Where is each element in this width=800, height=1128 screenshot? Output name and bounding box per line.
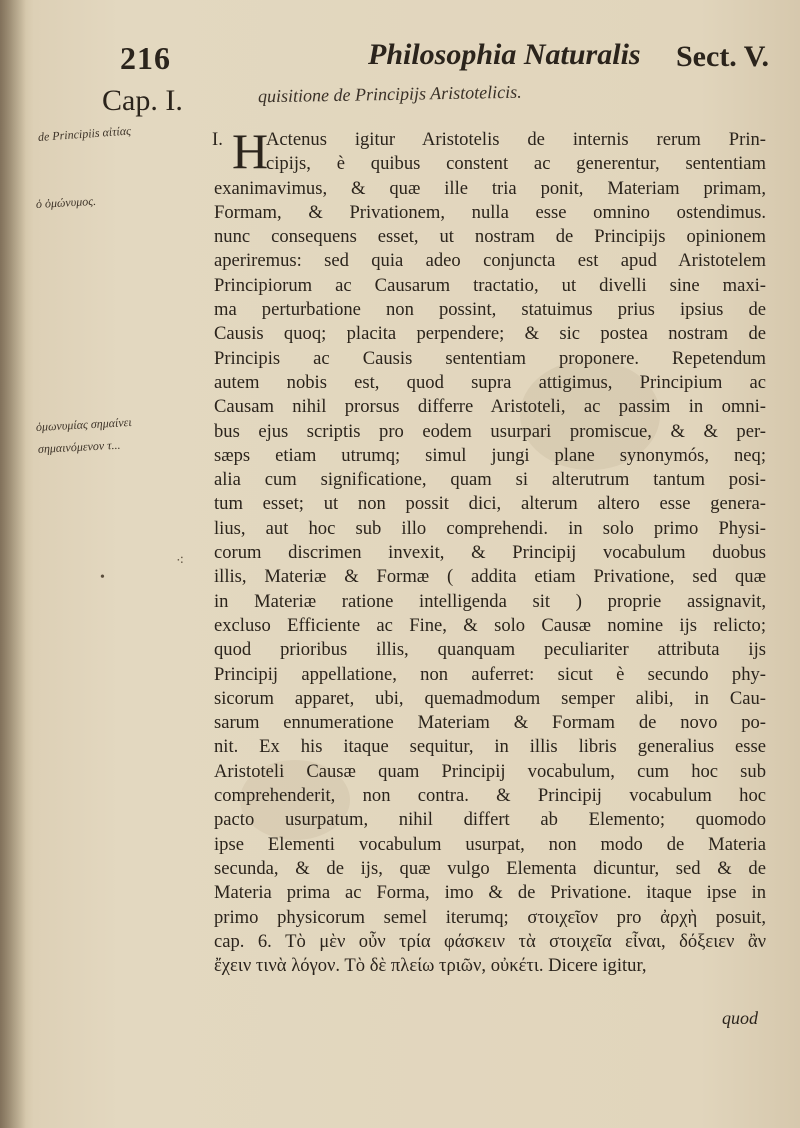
text-line: sæps etiam utrumq; simul jungi plane synonymós, neq; <box>214 444 766 466</box>
text-line: primo physicorum semel iterumq; στοιχεῖον pro ἀρχὴ posuit, <box>214 906 766 928</box>
text-line: ipse Elementi vocabulum usurpat, non modo de Materia <box>214 833 766 855</box>
body-text <box>214 123 766 978</box>
text-line: autem nobis est, quod supra attigimus, Principium ac <box>214 371 766 393</box>
text-line: bus ejus scriptis pro eodem usurpari promiscue, & & per- <box>214 420 766 442</box>
text-line: ἔχειν τινὰ λόγον. Τὸ δὲ πλείω τριῶν, οὐκέτι. Dicere igitur, <box>214 955 647 977</box>
text-line: illis, Materiæ & Formæ ( addita etiam Privatione, sed quæ <box>214 566 766 588</box>
text-line: nit. Ex his itaque sequitur, in illis libris generalius esse <box>214 736 766 758</box>
text-line: Actenus igitur Aristotelis de internis rerum Prin- <box>266 129 766 150</box>
page-number: 216 <box>120 40 171 76</box>
running-title: Philosophia Naturalis <box>368 38 641 71</box>
marginal-note: σημαινόμενον τ... <box>37 437 121 456</box>
paragraph-number: I. <box>212 129 223 150</box>
marginal-note: ὁ ὁμώνυμος. <box>35 193 97 211</box>
running-header <box>0 36 800 86</box>
text-line: secunda, & de ijs, quæ vulgo Elementa dicuntur, sed & de <box>214 857 766 879</box>
text-line: Causis quoq; placita perpendere; & sic postea nostram de <box>214 323 766 345</box>
text-line: sarum ennumeratione Materiam & Formam de novo po- <box>214 712 766 734</box>
gutter-shadow <box>0 0 26 1128</box>
section-label: Sect. V. <box>676 40 770 73</box>
handwritten-header-annotation: quisitione de Principijs Aristotelicis. <box>257 81 522 107</box>
text-line: comprehenderit, non contra. & Principij vocabulum hoc <box>214 785 766 807</box>
text-line: corum discrimen invexit, & Principij vocabulum duobus <box>214 542 766 564</box>
text-line: sicorum apparet, ubi, quemadmodum semper alibi, in Cau- <box>214 687 766 709</box>
text-line: aperiremus: sed quia adeo conjuncta est apud Aristotelem <box>214 250 766 272</box>
text-line: excluso Efficiente ac Fine, & solo Causæ nomine ijs relicto; <box>214 614 766 636</box>
text-line: pacto usurpatum, nihil differt ab Elemento; quomodo <box>214 809 766 831</box>
text-line: Aristoteli Causæ quam Principij vocabulum, cum hoc sub <box>214 760 766 782</box>
text-line: cap. 6. Τὸ μὲν οὖν τρία φάσκειν τὰ στοιχεῖα εἶναι, δόξειεν ἂν <box>214 930 766 952</box>
text-line: lius, aut hoc sub illo comprehendi. in solo primo Physi- <box>214 517 766 539</box>
text-line: exanimavimus, & quæ ille tria ponit, Materiam primam, <box>214 177 766 199</box>
text-line: Materia prima ac Forma, imo & de Privatione. itaque ipse in <box>214 882 766 904</box>
text-line: in Materiæ ratione intelligenda sit ) proprie assignavit, <box>214 590 766 612</box>
text-line: quod prioribus illis, quanquam peculiariter attributa ijs <box>214 639 766 661</box>
margin-mark: • <box>100 570 105 585</box>
margin-mark: ⁖ <box>176 554 185 569</box>
marginal-note: ὁμωνυμίας σημαίνει <box>35 414 132 434</box>
drop-cap: H <box>232 123 269 179</box>
text-line: Causam nihil prorsus differre Aristoteli, ac passim in omni- <box>214 396 766 418</box>
marginal-note: de Principiis αἰτίας <box>37 123 132 144</box>
text-line: alia cum significatione, quam si alterutrum tantum posi- <box>214 469 766 491</box>
chapter-label: Cap. I. <box>102 84 183 117</box>
catchword: quod <box>722 1008 758 1028</box>
text-line: ma perturbatione non possint, statuimus prius ipsius de <box>214 299 766 321</box>
text-line: nunc consequens esset, ut nostram de Principijs opinionem <box>214 226 766 248</box>
text-line: Principis ac Causis sententiam proponere. Repetendum <box>214 347 766 369</box>
text-line: Principij appellatione, non auferret: sicut è secundo phy- <box>214 663 766 685</box>
text-line: cipijs, è quibus constent ac generentur, sententiam <box>266 153 766 175</box>
text-line: tum esset; ut non possit dici, alterum altero esse genera- <box>214 493 766 515</box>
text-line: Principiorum ac Causarum tractatio, ut divelli sine maxi- <box>214 274 766 296</box>
text-line: Formam, & Privationem, nulla esse omnino ostendimus. <box>214 201 766 223</box>
